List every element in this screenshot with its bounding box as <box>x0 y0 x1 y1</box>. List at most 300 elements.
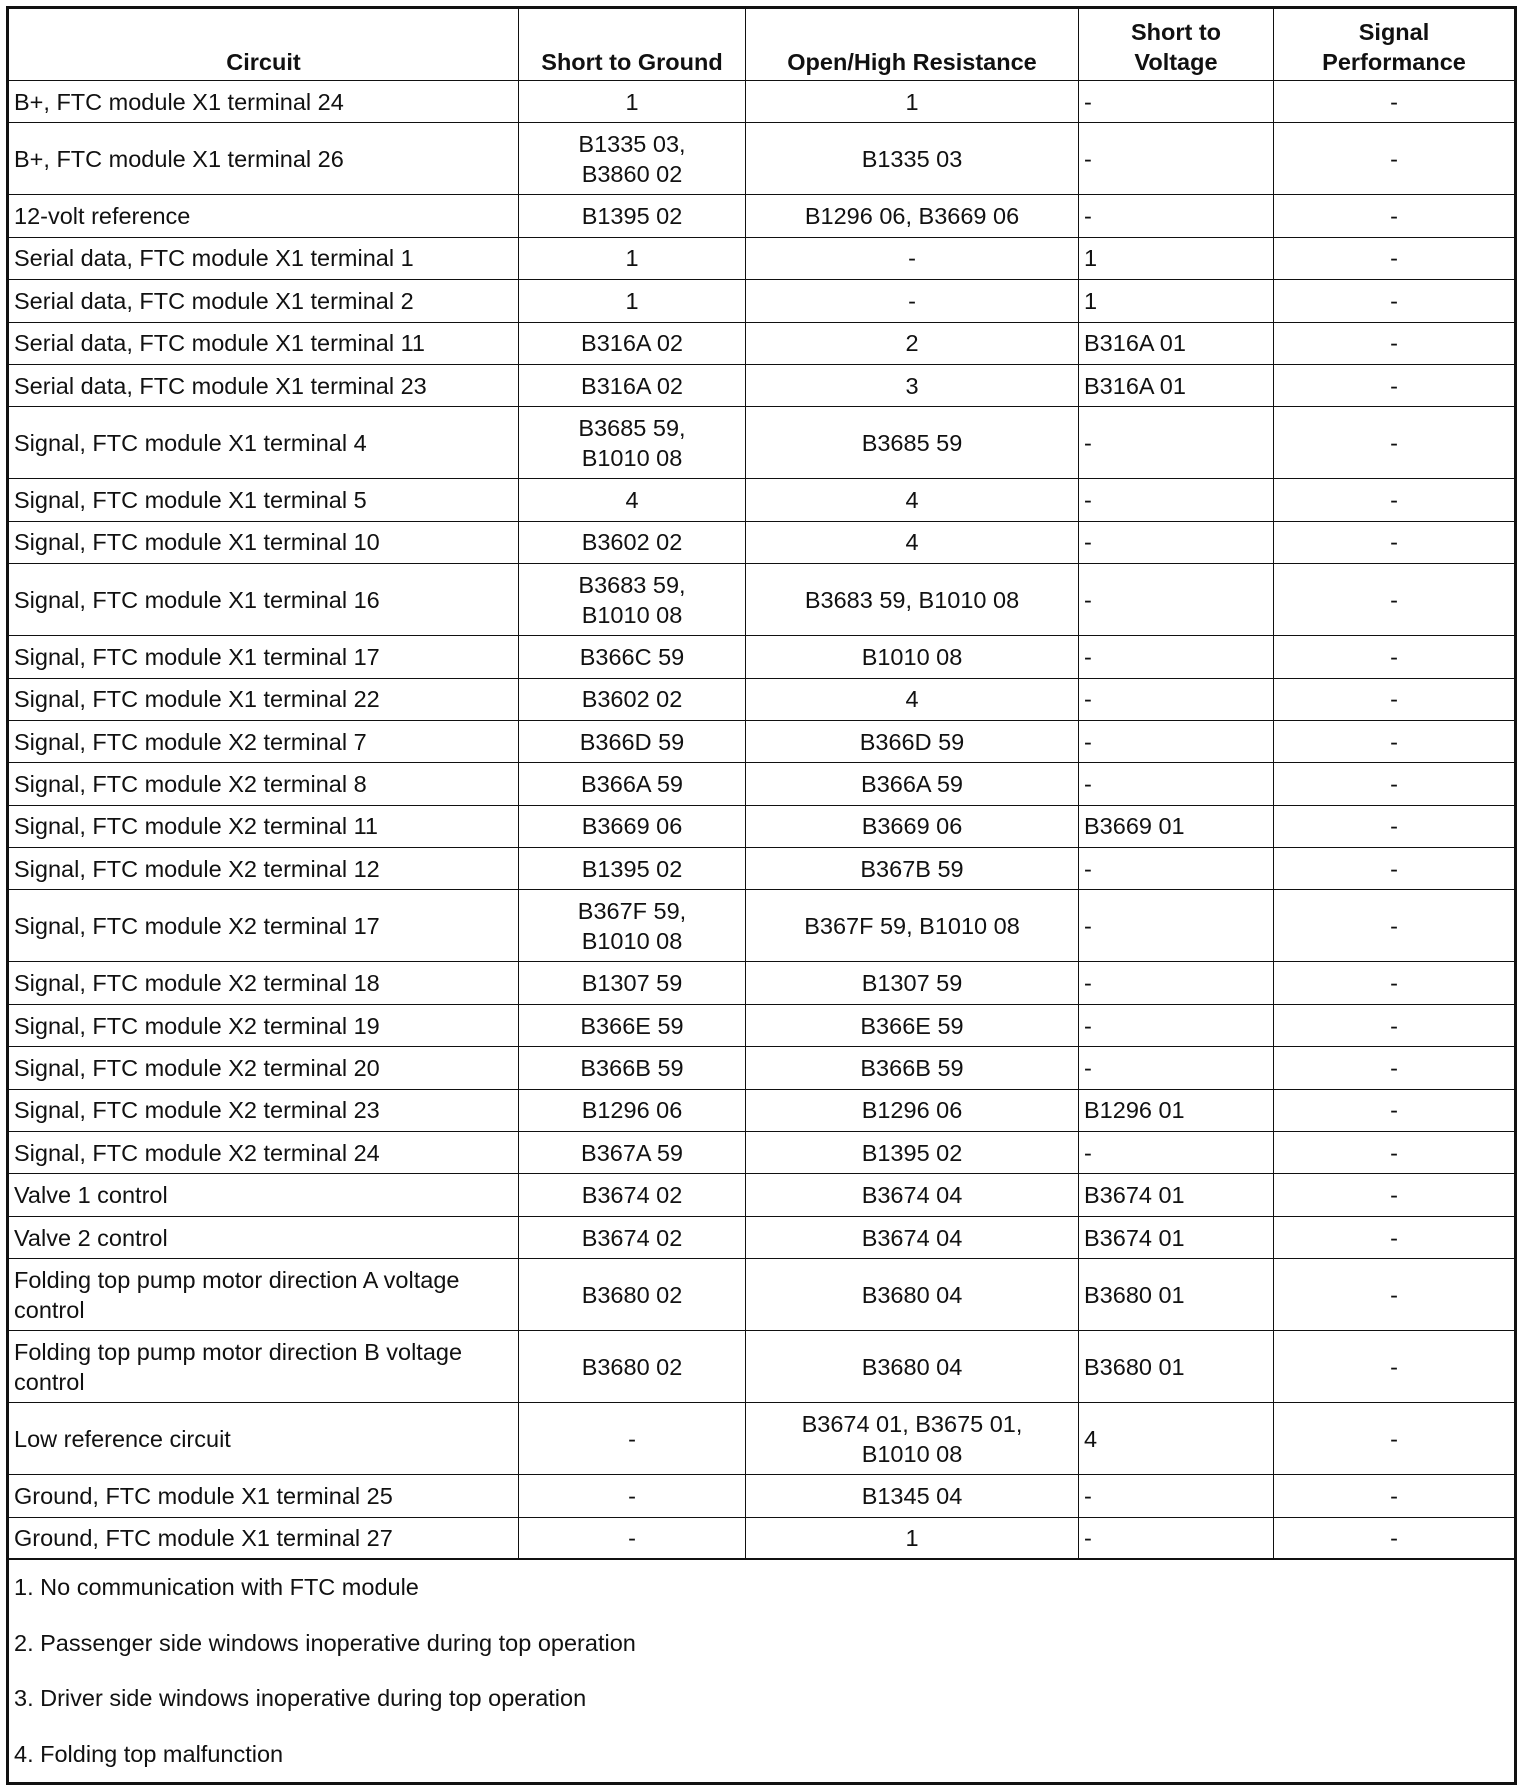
signal-performance-cell: - <box>1274 1132 1516 1174</box>
circuit-cell <box>8 1475 519 1517</box>
table-row <box>8 195 1516 237</box>
short-to-voltage-cell-text: - <box>1084 1054 1092 1081</box>
signal-performance-cell: - <box>1274 237 1516 279</box>
open-high-resistance-cell-text: - <box>908 245 916 272</box>
circuit-cell <box>8 1004 519 1046</box>
signal-performance-cell: - <box>1274 1174 1516 1216</box>
header-text-line: Circuit <box>226 49 301 75</box>
open-high-resistance-cell <box>746 1089 1079 1131</box>
short-to-ground-cell <box>519 763 746 805</box>
short-to-ground-cell <box>519 890 746 962</box>
short-to-voltage-cell-text: - <box>1084 643 1092 670</box>
short-to-voltage-cell <box>1079 1475 1274 1517</box>
open-high-resistance-cell-text: B3674 01, B3675 01, <box>801 1410 1023 1437</box>
short-to-voltage-cell <box>1079 763 1274 805</box>
open-high-resistance-cell-text: B1296 06, B3669 06 <box>804 203 1020 230</box>
open-high-resistance-cell <box>746 364 1079 406</box>
open-high-resistance-cell <box>746 1047 1079 1089</box>
short-to-voltage-cell-text: - <box>1084 855 1092 882</box>
circuit-cell-text: Low reference circuit <box>14 1425 231 1452</box>
short-to-ground-cell <box>519 1132 746 1174</box>
signal-performance-cell: - <box>1274 636 1516 678</box>
circuit-cell-text: Ground, FTC module X1 terminal 27 <box>14 1525 393 1552</box>
short-to-voltage-cell <box>1079 848 1274 890</box>
circuit-cell <box>8 1174 519 1216</box>
signal-performance-cell: - <box>1274 1259 1516 1331</box>
open-high-resistance-cell-text: 1 <box>905 88 919 115</box>
circuit-cell-text: Signal, FTC module X2 terminal 23 <box>14 1097 380 1124</box>
circuit-cell <box>8 890 519 962</box>
circuit-cell <box>8 1047 519 1089</box>
circuit-cell-text: control <box>14 1368 85 1395</box>
circuit-cell <box>8 81 519 123</box>
table-row <box>8 564 1516 636</box>
table-row <box>8 848 1516 890</box>
short-to-voltage-header <box>1079 8 1274 81</box>
open-high-resistance-cell <box>746 81 1079 123</box>
short-to-ground-cell-text: - <box>628 1425 636 1452</box>
table-row <box>8 1089 1516 1131</box>
short-to-voltage-cell-text: - <box>1084 586 1092 613</box>
short-to-voltage-cell-text: B316A 01 <box>1084 330 1186 357</box>
short-to-voltage-cell-text: - <box>1084 970 1092 997</box>
short-to-voltage-cell-text: - <box>1084 1012 1092 1039</box>
circuit-cell-text: Signal, FTC module X2 terminal 8 <box>14 770 367 797</box>
signal-performance-cell: - <box>1274 1475 1516 1517</box>
short-to-voltage-cell <box>1079 1047 1274 1089</box>
short-to-ground-cell <box>519 479 746 521</box>
open-high-resistance-cell-text: B366E 59 <box>860 1012 964 1039</box>
circuit-cell-text: Signal, FTC module X1 terminal 4 <box>14 429 367 456</box>
short-to-voltage-cell <box>1079 1004 1274 1046</box>
short-to-ground-cell-text: B1296 06 <box>581 1097 683 1124</box>
short-to-voltage-cell <box>1079 364 1274 406</box>
notes-cell <box>8 1559 1516 1784</box>
table-row <box>8 1331 1516 1403</box>
short-to-ground-header <box>519 8 746 81</box>
table-row <box>8 1216 1516 1258</box>
signal-performance-cell: - <box>1274 195 1516 237</box>
table-row <box>8 1403 1516 1475</box>
circuit-cell <box>8 1403 519 1475</box>
open-high-resistance-cell <box>746 521 1079 563</box>
short-to-voltage-cell-text: B1296 01 <box>1084 1097 1185 1124</box>
circuit-cell <box>8 237 519 279</box>
footnote-3: 3. Driver side windows inoperative during top operation <box>14 1685 587 1712</box>
open-high-resistance-cell-text: B1395 02 <box>861 1139 963 1166</box>
open-high-resistance-cell-text: B3669 06 <box>861 813 963 840</box>
circuit-cell <box>8 521 519 563</box>
short-to-ground-cell-text: - <box>628 1525 636 1552</box>
circuit-cell-text: Folding top pump motor direction A voltage <box>14 1266 460 1293</box>
short-to-ground-cell-text: B3674 02 <box>581 1224 683 1251</box>
short-to-ground-cell-text: B1307 59 <box>581 970 683 997</box>
open-high-resistance-cell <box>746 195 1079 237</box>
short-to-voltage-cell-text: B3669 01 <box>1084 813 1185 840</box>
open-high-resistance-cell-text: B3674 04 <box>861 1182 963 1209</box>
signal-performance-cell: - <box>1274 962 1516 1004</box>
short-to-ground-cell-text: B366E 59 <box>580 1012 684 1039</box>
open-high-resistance-cell-text: - <box>908 287 916 314</box>
short-to-voltage-cell <box>1079 678 1274 720</box>
circuit-cell-text: Serial data, FTC module X1 terminal 11 <box>14 330 425 357</box>
short-to-ground-cell <box>519 1004 746 1046</box>
short-to-voltage-cell-text: 1 <box>1084 245 1098 272</box>
short-to-voltage-cell-text: 1 <box>1084 287 1098 314</box>
signal-performance-cell: - <box>1274 479 1516 521</box>
open-high-resistance-cell <box>746 1216 1079 1258</box>
short-to-voltage-cell <box>1079 1132 1274 1174</box>
table-row <box>8 805 1516 847</box>
short-to-ground-cell <box>519 195 746 237</box>
open-high-resistance-cell <box>746 1259 1079 1331</box>
short-to-ground-cell-text: B316A 02 <box>581 372 683 399</box>
short-to-voltage-cell <box>1079 479 1274 521</box>
signal-performance-cell: - <box>1274 1216 1516 1258</box>
short-to-ground-cell <box>519 280 746 322</box>
table-row <box>8 720 1516 762</box>
table-row <box>8 1174 1516 1216</box>
short-to-ground-cell-text: B3602 02 <box>581 529 683 556</box>
open-high-resistance-cell-text: B1335 03 <box>861 145 963 172</box>
circuit-cell <box>8 364 519 406</box>
short-to-ground-cell-text: 1 <box>625 287 639 314</box>
signal-performance-cell: - <box>1274 678 1516 720</box>
short-to-ground-cell <box>519 805 746 847</box>
open-high-resistance-cell <box>746 280 1079 322</box>
short-to-voltage-cell <box>1079 1089 1274 1131</box>
short-to-voltage-cell-text: - <box>1084 1482 1092 1509</box>
signal-performance-cell: - <box>1274 364 1516 406</box>
circuit-cell-text: Signal, FTC module X2 terminal 19 <box>14 1012 380 1039</box>
short-to-ground-cell <box>519 678 746 720</box>
circuit-cell <box>8 1517 519 1559</box>
short-to-ground-cell <box>519 1259 746 1331</box>
table-row <box>8 123 1516 195</box>
short-to-ground-cell <box>519 962 746 1004</box>
short-to-ground-cell <box>519 1517 746 1559</box>
circuit-cell <box>8 564 519 636</box>
circuit-cell <box>8 805 519 847</box>
short-to-ground-cell-text: B3685 59, <box>578 414 686 441</box>
circuit-cell-text: Signal, FTC module X2 terminal 11 <box>14 813 378 840</box>
signal-performance-cell: - <box>1274 848 1516 890</box>
short-to-ground-cell-text: B1010 08 <box>581 444 683 471</box>
open-high-resistance-cell <box>746 564 1079 636</box>
short-to-voltage-cell-text: 4 <box>1084 1425 1098 1452</box>
short-to-ground-cell <box>519 237 746 279</box>
short-to-ground-cell-text: B1010 08 <box>581 927 683 954</box>
short-to-voltage-cell <box>1079 1331 1274 1403</box>
short-to-ground-cell <box>519 1089 746 1131</box>
circuit-cell-text: Valve 1 control <box>14 1182 168 1209</box>
circuit-cell <box>8 962 519 1004</box>
signal-performance-cell: - <box>1274 521 1516 563</box>
short-to-voltage-cell-text: B3680 01 <box>1084 1353 1185 1380</box>
short-to-ground-cell <box>519 521 746 563</box>
short-to-ground-cell-text: B316A 02 <box>581 330 683 357</box>
signal-performance-cell: - <box>1274 763 1516 805</box>
circuit-cell-text: Signal, FTC module X2 terminal 17 <box>14 912 380 939</box>
table-row <box>8 479 1516 521</box>
short-to-ground-cell-text: B3680 02 <box>581 1353 683 1380</box>
open-high-resistance-cell-text: 4 <box>905 686 919 713</box>
short-to-voltage-cell-text: B3680 01 <box>1084 1281 1185 1308</box>
table-row <box>8 962 1516 1004</box>
open-high-resistance-cell <box>746 805 1079 847</box>
circuit-cell <box>8 678 519 720</box>
signal-performance-cell: - <box>1274 407 1516 479</box>
short-to-voltage-cell-text: B3674 01 <box>1084 1182 1185 1209</box>
signal-performance-cell: - <box>1274 1517 1516 1559</box>
open-high-resistance-cell <box>746 407 1079 479</box>
circuit-cell-text: B+, FTC module X1 terminal 26 <box>14 145 344 172</box>
short-to-ground-cell-text: B366A 59 <box>581 770 683 797</box>
circuit-cell <box>8 1216 519 1258</box>
circuit-cell <box>8 763 519 805</box>
table-row <box>8 1004 1516 1046</box>
short-to-voltage-cell <box>1079 280 1274 322</box>
header-text-line: Voltage <box>1134 49 1218 75</box>
short-to-voltage-cell-text: - <box>1084 686 1092 713</box>
open-high-resistance-cell-text: B367F 59, B1010 08 <box>804 912 1020 939</box>
table-row <box>8 1132 1516 1174</box>
table-row <box>8 81 1516 123</box>
open-high-resistance-cell <box>746 479 1079 521</box>
short-to-voltage-cell-text: - <box>1084 1525 1092 1552</box>
short-to-ground-cell <box>519 636 746 678</box>
circuit-cell-text: Signal, FTC module X1 terminal 17 <box>14 643 380 670</box>
short-to-voltage-cell-text: - <box>1084 203 1092 230</box>
open-high-resistance-cell <box>746 322 1079 364</box>
signal-performance-cell: - <box>1274 890 1516 962</box>
open-high-resistance-cell <box>746 763 1079 805</box>
signal-performance-cell: - <box>1274 123 1516 195</box>
open-high-resistance-cell-text: B367B 59 <box>860 855 964 882</box>
open-high-resistance-cell-text: B1307 59 <box>861 970 963 997</box>
circuit-cell-text: Signal, FTC module X1 terminal 16 <box>14 586 380 613</box>
signal-performance-header <box>1274 8 1516 81</box>
short-to-voltage-cell <box>1079 962 1274 1004</box>
circuit-cell <box>8 407 519 479</box>
short-to-ground-cell-text: B367F 59, <box>577 897 687 924</box>
open-high-resistance-cell <box>746 962 1079 1004</box>
circuit-cell-text: 12-volt reference <box>14 203 191 230</box>
table-row <box>8 636 1516 678</box>
signal-performance-cell: - <box>1274 1089 1516 1131</box>
short-to-ground-cell-text: 1 <box>625 245 639 272</box>
signal-performance-cell: - <box>1274 1004 1516 1046</box>
short-to-voltage-cell <box>1079 805 1274 847</box>
short-to-voltage-cell-text: - <box>1084 1139 1092 1166</box>
circuit-cell-text: control <box>14 1296 85 1323</box>
notes-row <box>8 1559 1516 1784</box>
open-high-resistance-cell-text: B1345 04 <box>861 1482 963 1509</box>
short-to-ground-cell-text: B367A 59 <box>581 1139 683 1166</box>
short-to-ground-cell <box>519 407 746 479</box>
circuit-cell <box>8 1132 519 1174</box>
open-high-resistance-cell <box>746 678 1079 720</box>
open-high-resistance-cell <box>746 1132 1079 1174</box>
short-to-voltage-cell <box>1079 1403 1274 1475</box>
open-high-resistance-cell-text: 2 <box>905 330 919 357</box>
table-header-row <box>8 8 1516 81</box>
header-text-line: Short to Ground <box>541 49 723 75</box>
open-high-resistance-cell-text: B1010 08 <box>861 1440 963 1467</box>
circuit-cell <box>8 848 519 890</box>
short-to-voltage-cell-text: - <box>1084 728 1092 755</box>
dtc-circuit-table <box>6 6 1517 1785</box>
open-high-resistance-cell-text: B3674 04 <box>861 1224 963 1251</box>
open-high-resistance-cell <box>746 890 1079 962</box>
short-to-ground-cell-text: B3683 59, <box>578 571 686 598</box>
circuit-cell-text: Signal, FTC module X2 terminal 20 <box>14 1054 380 1081</box>
circuit-cell <box>8 1089 519 1131</box>
circuit-cell <box>8 280 519 322</box>
signal-performance-cell: - <box>1274 81 1516 123</box>
short-to-voltage-cell <box>1079 195 1274 237</box>
circuit-cell-text: Serial data, FTC module X1 terminal 2 <box>14 287 414 314</box>
short-to-ground-cell-text: 4 <box>625 487 639 514</box>
open-high-resistance-cell <box>746 123 1079 195</box>
table-row <box>8 763 1516 805</box>
open-high-resistance-cell-text: B366D 59 <box>859 728 965 755</box>
short-to-ground-cell <box>519 322 746 364</box>
short-to-ground-cell-text: B366C 59 <box>579 643 685 670</box>
open-high-resistance-cell <box>746 720 1079 762</box>
open-high-resistance-cell <box>746 237 1079 279</box>
footnote-4: 4. Folding top malfunction <box>14 1740 284 1767</box>
table-row <box>8 521 1516 563</box>
signal-performance-cell: - <box>1274 322 1516 364</box>
circuit-cell-text: Signal, FTC module X2 terminal 18 <box>14 970 380 997</box>
open-high-resistance-cell-text: B1010 08 <box>861 643 963 670</box>
footnote-1: 1. No communication with FTC module <box>14 1574 419 1601</box>
short-to-voltage-cell <box>1079 890 1274 962</box>
signal-performance-cell: - <box>1274 1403 1516 1475</box>
short-to-ground-cell <box>519 1331 746 1403</box>
short-to-ground-cell-text: B366B 59 <box>580 1054 684 1081</box>
short-to-voltage-cell-text: - <box>1084 912 1092 939</box>
circuit-cell-text: Valve 2 control <box>14 1224 168 1251</box>
signal-performance-cell: - <box>1274 564 1516 636</box>
open-high-resistance-cell <box>746 636 1079 678</box>
open-high-resistance-cell-text: B366B 59 <box>860 1054 964 1081</box>
circuit-cell-text: Signal, FTC module X2 terminal 7 <box>14 728 367 755</box>
open-high-resistance-cell-text: 4 <box>905 487 919 514</box>
open-high-resistance-cell-text: B3683 59, B1010 08 <box>804 586 1020 613</box>
circuit-cell-text: B+, FTC module X1 terminal 24 <box>14 88 344 115</box>
table-row <box>8 1475 1516 1517</box>
short-to-ground-cell-text: B3860 02 <box>581 160 683 187</box>
signal-performance-cell: - <box>1274 280 1516 322</box>
short-to-ground-cell <box>519 1047 746 1089</box>
short-to-ground-cell <box>519 848 746 890</box>
short-to-voltage-cell-text: B3674 01 <box>1084 1224 1185 1251</box>
short-to-ground-cell-text: B3669 06 <box>581 813 683 840</box>
short-to-ground-cell <box>519 1174 746 1216</box>
footnote-2: 2. Passenger side windows inoperative during top operation <box>14 1629 636 1656</box>
short-to-voltage-cell <box>1079 237 1274 279</box>
short-to-voltage-cell <box>1079 564 1274 636</box>
short-to-ground-cell-text: - <box>628 1482 636 1509</box>
short-to-ground-cell-text: B1395 02 <box>581 855 683 882</box>
circuit-cell-text: Serial data, FTC module X1 terminal 23 <box>14 372 427 399</box>
open-high-resistance-cell <box>746 1004 1079 1046</box>
short-to-ground-cell <box>519 564 746 636</box>
open-high-resistance-cell <box>746 1403 1079 1475</box>
short-to-ground-cell-text: B3674 02 <box>581 1182 683 1209</box>
circuit-cell-text: Signal, FTC module X1 terminal 5 <box>14 487 367 514</box>
signal-performance-cell: - <box>1274 1331 1516 1403</box>
open-high-resistance-cell-text: B1296 06 <box>861 1097 963 1124</box>
signal-performance-cell: - <box>1274 1047 1516 1089</box>
circuit-cell-text: Signal, FTC module X2 terminal 24 <box>14 1139 380 1166</box>
short-to-voltage-cell-text: - <box>1084 429 1092 456</box>
short-to-voltage-cell-text: - <box>1084 770 1092 797</box>
circuit-cell <box>8 1331 519 1403</box>
open-high-resistance-cell <box>746 1475 1079 1517</box>
short-to-ground-cell-text: B366D 59 <box>579 728 685 755</box>
short-to-voltage-cell-text: - <box>1084 487 1092 514</box>
short-to-voltage-cell <box>1079 1174 1274 1216</box>
short-to-voltage-cell <box>1079 407 1274 479</box>
table-row <box>8 890 1516 962</box>
table-row <box>8 364 1516 406</box>
header-text-line: Short to <box>1130 19 1222 45</box>
table-row <box>8 1259 1516 1331</box>
open-high-resistance-cell-text: 1 <box>905 1525 919 1552</box>
open-high-resistance-cell-text: B3685 59 <box>861 429 963 456</box>
short-to-ground-cell <box>519 123 746 195</box>
short-to-voltage-cell <box>1079 1259 1274 1331</box>
table-row <box>8 322 1516 364</box>
circuit-cell <box>8 636 519 678</box>
short-to-ground-cell-text: B3602 02 <box>581 686 683 713</box>
short-to-voltage-cell-text: - <box>1084 145 1092 172</box>
circuit-cell-text: Signal, FTC module X2 terminal 12 <box>14 855 380 882</box>
table-row <box>8 678 1516 720</box>
table-row <box>8 280 1516 322</box>
short-to-ground-cell-text: B1335 03, <box>578 130 686 157</box>
signal-performance-cell: - <box>1274 805 1516 847</box>
short-to-voltage-cell <box>1079 636 1274 678</box>
short-to-voltage-cell-text: B316A 01 <box>1084 372 1186 399</box>
open-high-resistance-cell <box>746 1331 1079 1403</box>
circuit-cell-text: Signal, FTC module X1 terminal 22 <box>14 686 380 713</box>
short-to-ground-cell-text: 1 <box>625 88 639 115</box>
short-to-ground-cell <box>519 1403 746 1475</box>
open-high-resistance-cell <box>746 1174 1079 1216</box>
circuit-cell <box>8 322 519 364</box>
table-row <box>8 407 1516 479</box>
short-to-ground-cell <box>519 1216 746 1258</box>
circuit-cell <box>8 479 519 521</box>
table-row <box>8 1047 1516 1089</box>
circuit-cell-text: Ground, FTC module X1 terminal 25 <box>14 1482 393 1509</box>
short-to-ground-cell-text: B3680 02 <box>581 1281 683 1308</box>
short-to-voltage-cell-text: - <box>1084 88 1092 115</box>
circuit-header <box>8 8 519 81</box>
circuit-cell-text: Folding top pump motor direction B voltage <box>14 1338 463 1365</box>
circuit-cell-text: Signal, FTC module X1 terminal 10 <box>14 529 380 556</box>
dtc-circuit-table-sheet <box>6 6 1514 1785</box>
table-row <box>8 1517 1516 1559</box>
short-to-ground-cell <box>519 1475 746 1517</box>
short-to-ground-cell <box>519 81 746 123</box>
short-to-ground-cell-text: B1010 08 <box>581 601 683 628</box>
circuit-cell <box>8 123 519 195</box>
